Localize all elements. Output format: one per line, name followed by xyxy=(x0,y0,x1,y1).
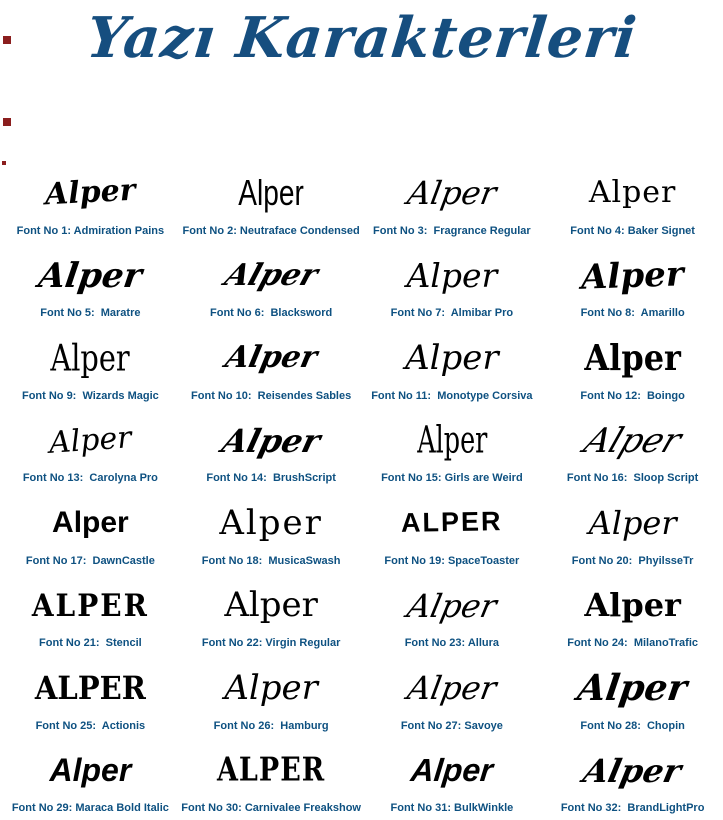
font-specimen: Alper xyxy=(49,751,132,788)
font-label: Font No 12: Boingo xyxy=(580,389,685,402)
font-specimen: Alper xyxy=(224,667,318,708)
font-specimen: ALPER xyxy=(400,506,503,539)
font-cell xyxy=(0,243,181,326)
font-label: Font No 31: BulkWinkle xyxy=(390,802,514,814)
font-cell xyxy=(542,738,723,820)
font-label: Font No 11: Monotype Corsiva xyxy=(371,389,533,402)
font-label: Font No 20: PhyilsseTr xyxy=(571,554,694,567)
font-specimen: Alper xyxy=(218,421,325,460)
font-cell xyxy=(542,160,723,243)
font-specimen: Alper xyxy=(580,751,685,790)
font-specimen: Alper xyxy=(404,668,500,707)
font-cell xyxy=(0,573,181,656)
font-label: Font No 7: Almibar Pro xyxy=(390,307,514,319)
font-label: Font No 25: Actionis xyxy=(35,719,146,732)
font-specimen: Alper xyxy=(584,336,681,379)
font-label: Font No 24: MilanoTrafic xyxy=(567,637,699,649)
font-cell xyxy=(181,573,362,656)
font-label: Font No 27: Savoye xyxy=(400,719,503,732)
font-label: Font No 5: Maratre xyxy=(40,307,141,319)
font-label: Font No 2: Neutraface Condensed xyxy=(182,224,360,237)
font-cell xyxy=(181,325,362,408)
red-square-marker xyxy=(3,118,11,126)
font-label: Font No 28: Chopin xyxy=(580,719,685,732)
font-specimen: Alper xyxy=(416,418,487,463)
font-specimen: Alper xyxy=(36,255,145,296)
font-cell xyxy=(0,655,181,738)
font-cell xyxy=(362,490,543,573)
font-cell xyxy=(0,325,181,408)
font-cell xyxy=(362,573,543,656)
font-specimen: Alper xyxy=(224,585,318,626)
font-specimen: Alper xyxy=(44,172,137,213)
font-specimen: Alper xyxy=(405,337,499,378)
font-specimen: Alper xyxy=(47,419,133,461)
font-label: Font No 16: Sloop Script xyxy=(566,472,699,484)
font-label: Font No 32: BrandLightPro xyxy=(560,802,705,814)
font-label: Font No 18: MusicaSwash xyxy=(201,554,341,567)
font-label: Font No 8: Amarillo xyxy=(580,307,685,319)
font-specimen: ALPER xyxy=(34,669,146,707)
font-specimen: ALPER xyxy=(31,587,149,624)
font-cell xyxy=(181,490,362,573)
font-label: Font No 26: Hamburg xyxy=(213,719,329,732)
font-cell xyxy=(362,160,543,243)
font-cell xyxy=(362,655,543,738)
font-specimen: Alper xyxy=(50,335,131,380)
font-cell xyxy=(181,655,362,738)
font-specimen: Alper xyxy=(403,586,500,625)
font-specimen: Alper xyxy=(588,175,677,211)
font-label: Font No 29: Maraca Bold Italic xyxy=(11,802,169,814)
font-label: Font No 13: Carolyna Pro xyxy=(22,472,158,484)
page-title-text: Yazı Karakterleri xyxy=(83,5,640,71)
font-specimen: ALPER xyxy=(216,751,326,789)
font-label: Font No 21: Stencil xyxy=(39,637,142,649)
font-specimen: Alper xyxy=(584,586,681,625)
font-label: Font No 30: Carnivalee Freakshow xyxy=(181,802,361,814)
font-label: Font No 1: Admiration Pains xyxy=(16,224,165,237)
red-square-marker xyxy=(3,36,11,44)
font-label: Font No 17: DawnCastle xyxy=(25,554,155,567)
font-label: Font No 15: Girls are Weird xyxy=(381,472,523,484)
page-title xyxy=(0,2,723,160)
font-cell xyxy=(181,160,362,243)
font-label: Font No 19: SpaceToaster xyxy=(384,554,520,567)
font-cell xyxy=(542,408,723,491)
font-cell xyxy=(181,408,362,491)
font-label: Font No 23: Allura xyxy=(404,637,500,649)
font-specimen: Alper xyxy=(222,340,321,376)
font-specimen: Alper xyxy=(219,502,323,543)
font-cell xyxy=(542,573,723,656)
font-cell xyxy=(542,243,723,326)
font-cell xyxy=(362,325,543,408)
font-specimen: Alper xyxy=(220,257,323,293)
font-specimen: Alper xyxy=(52,505,129,539)
font-specimen-grid xyxy=(0,160,723,820)
font-specimen: Alper xyxy=(406,255,498,295)
font-cell xyxy=(181,243,362,326)
font-label: Font No 14: BrushScript xyxy=(206,472,336,484)
font-cell xyxy=(542,325,723,408)
font-cell xyxy=(0,160,181,243)
font-label: Font No 22: Virgin Regular xyxy=(201,637,341,649)
font-cell xyxy=(362,408,543,491)
font-specimen: Alper xyxy=(575,666,690,709)
font-specimen: Alper xyxy=(588,503,677,542)
font-label: Font No 10: Reisendes Sables xyxy=(191,389,352,402)
font-cell xyxy=(542,490,723,573)
font-cell xyxy=(181,738,362,820)
font-specimen: Alper xyxy=(238,171,304,213)
font-cell xyxy=(362,738,543,820)
font-label: Font No 3: Fragrance Regular xyxy=(373,224,531,237)
font-label: Font No 6: Blacksword xyxy=(210,307,333,319)
font-cell xyxy=(362,243,543,326)
font-specimen: Alper xyxy=(578,420,687,461)
font-label: Font No 9: Wizards Magic xyxy=(21,389,159,402)
font-cell xyxy=(0,738,181,820)
font-specimen: Alper xyxy=(580,253,685,298)
font-specimen: Alper xyxy=(404,173,500,212)
font-specimen: Alper xyxy=(409,751,495,788)
font-cell xyxy=(542,655,723,738)
font-label: Font No 4: Baker Signet xyxy=(570,224,695,237)
font-cell xyxy=(0,490,181,573)
font-cell xyxy=(0,408,181,491)
